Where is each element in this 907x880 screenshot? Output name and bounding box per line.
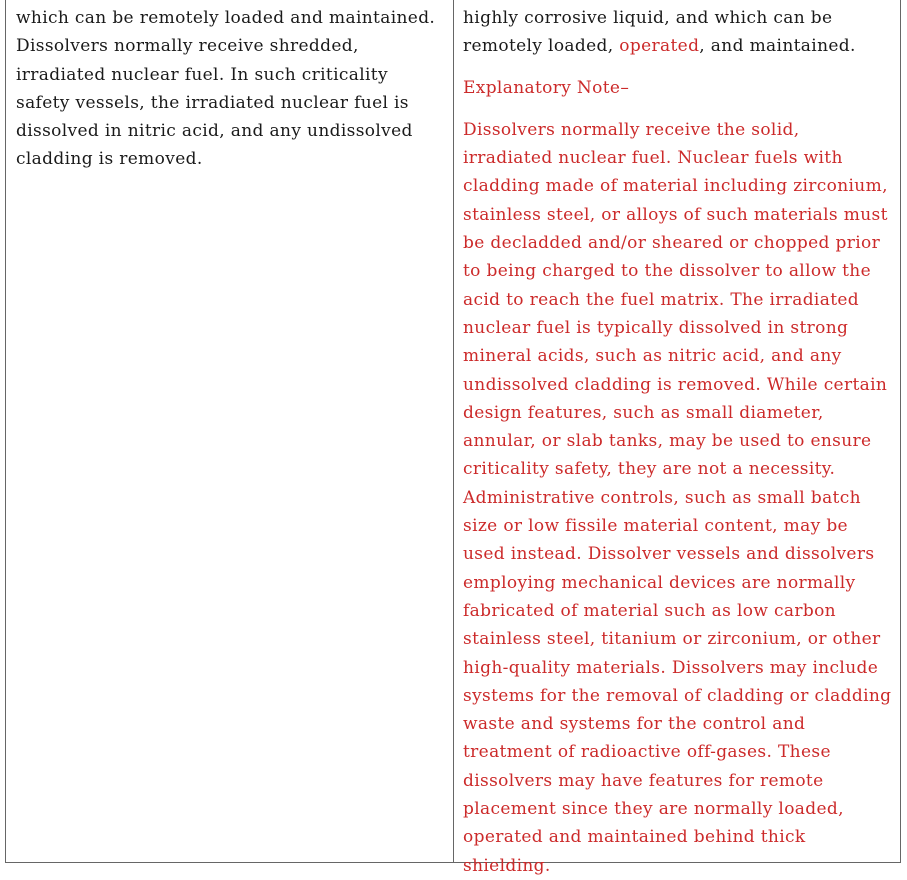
left-column xyxy=(6,0,454,862)
intro-text-start: highly corrosive liquid, and which can be remotely loaded, xyxy=(463,8,833,57)
explanatory-note-title: Explanatory Note– xyxy=(463,77,630,98)
right-intro-paragraph xyxy=(463,4,894,61)
intro-text-end: , and maintained. xyxy=(699,36,856,57)
right-column xyxy=(454,0,900,876)
comparison-table xyxy=(5,0,901,876)
left-paragraph: which can be remotely loaded and maintained. Dissolvers normally receive shredded, irradiated nuclear fuel. In such criticality safety vessels, the irradiated nuclear fuel is dissolved in nitric acid, and any undissolved cladding is removed. xyxy=(16,8,436,170)
explanatory-note-body: Dissolvers normally receive the solid, irradiated nuclear fuel. Nuclear fuels with cladding made of material including zirconium, stainless steel, or alloys of such materials must be decladded and/or sheared or chopped prior to being charged to the dissolver to allow the acid to reach the fuel matrix. The irradiated nuclear fuel is typically dissolved in strong mineral acids, such as nitric acid, and any undissolved cladding is removed. While certain design features, such as small diameter, annular, or slab tanks, may be used to ensure criticality safety, they are not a necessity. Administrative controls, such as small batch size or low fissile material content, may be used instead. Dissolver vessels and dissolvers employing mechanical devices are normally fabricated of material such as low carbon stainless steel, titanium or zirconium, or other high-quality materials. Dissolvers may include systems for the removal of cladding or cladding waste and systems for the control and treatment of radioactive off-gases. These dissolvers may have features for remote placement since they are normally loaded, operated and maintained behind thick shielding. xyxy=(463,119,892,876)
intro-highlight: operated xyxy=(619,36,700,57)
